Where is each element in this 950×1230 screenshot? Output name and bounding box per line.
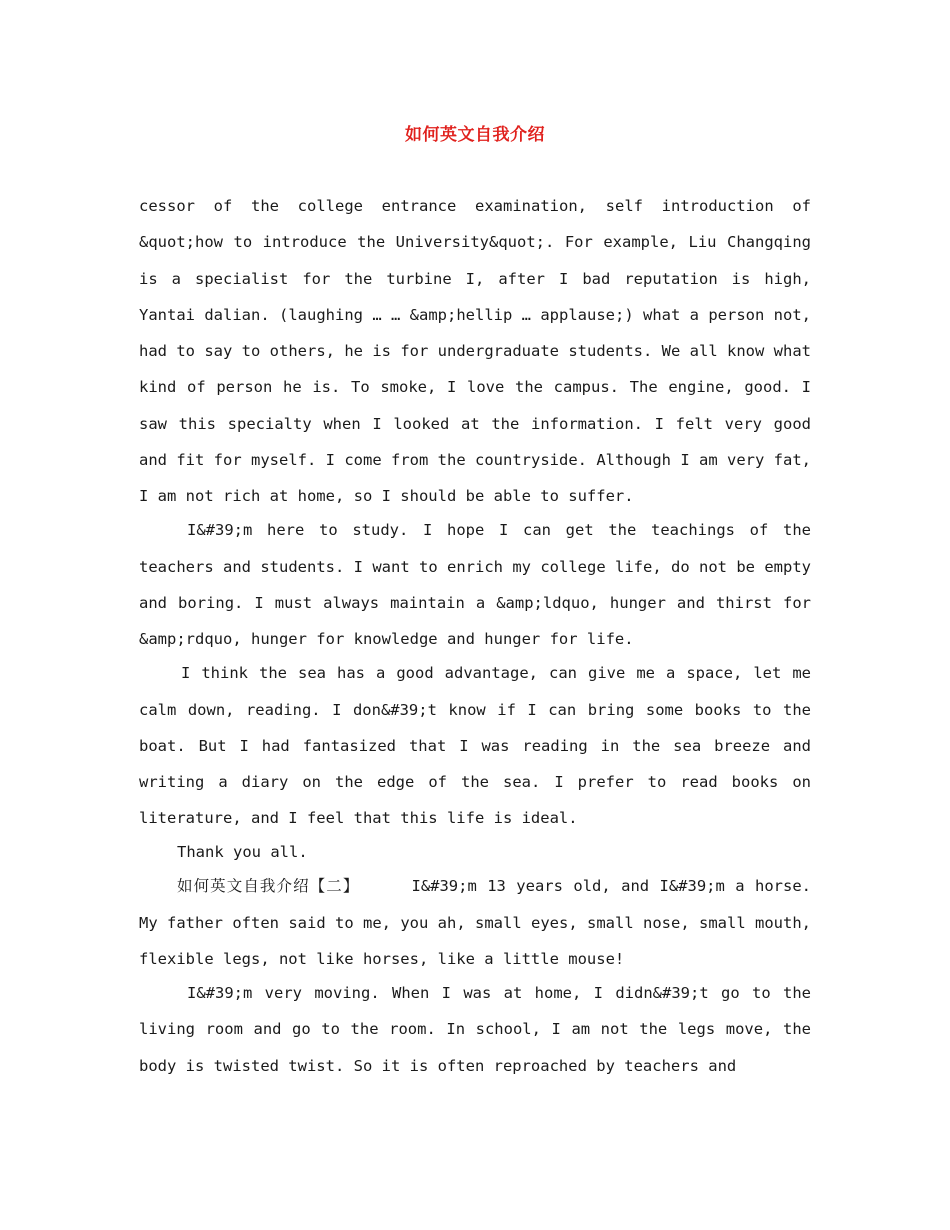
paragraph-1: cessor of the college entrance examination, self introduction of &quot;how to introduce the University&quot;. For example, Liu Changqing is a specialist for the turbine I, after I bad reputation is high, Yantai dalian. (laughing … … &amp;hellip … applause;) what a person not, had to say to others, he is for undergraduate students. We all know what kind of person he is. To smoke, I love the campus. The engine, good. I saw this specialty when I looked at the information. I felt very good and fit for myself. I come from the countryside. Although I am very fat, I am not rich at home, so I should be able to suffer. [139, 197, 811, 506]
document-body [139, 188, 811, 1084]
paragraph-2: I&#39;m here to study. I hope I can get the teachings of the teachers and students. I want to enrich my college life, do not be empty and boring. I must always maintain a &amp;ldquo, hunger and thirst for &amp;rdquo, hunger for knowledge and hunger for life. [139, 521, 811, 649]
document-title: 如何英文自我介绍 [405, 125, 545, 145]
paragraph-5 [139, 868, 811, 977]
paragraph-3: I think the sea has a good advantage, can give me a space, let me calm down, reading. I don&#39;t know if I can bring some books to the boat. But I had fantasized that I was reading in the sea breeze and writing a diary on the edge of the sea. I prefer to read books on literature, and I feel that this life is ideal. [139, 664, 811, 828]
paragraph-5-text: I&#39;m 13 years old, and I&#39;m a horse. My father often said to me, you ah, small eyes, small nose, small mouth, flexible legs, not like horses, like a little mouse! [139, 877, 811, 969]
paragraph-4: Thank you all. [177, 843, 308, 862]
section-gap [359, 877, 411, 895]
paragraph-6: I&#39;m very moving. When I was at home, I didn&#39;t go to the living room and go to the room. In school, I am not the legs move, the body is twisted twist. So it is often reproached by teachers and [139, 984, 811, 1075]
section-heading: 如何英文自我介绍【二】 [177, 877, 360, 896]
